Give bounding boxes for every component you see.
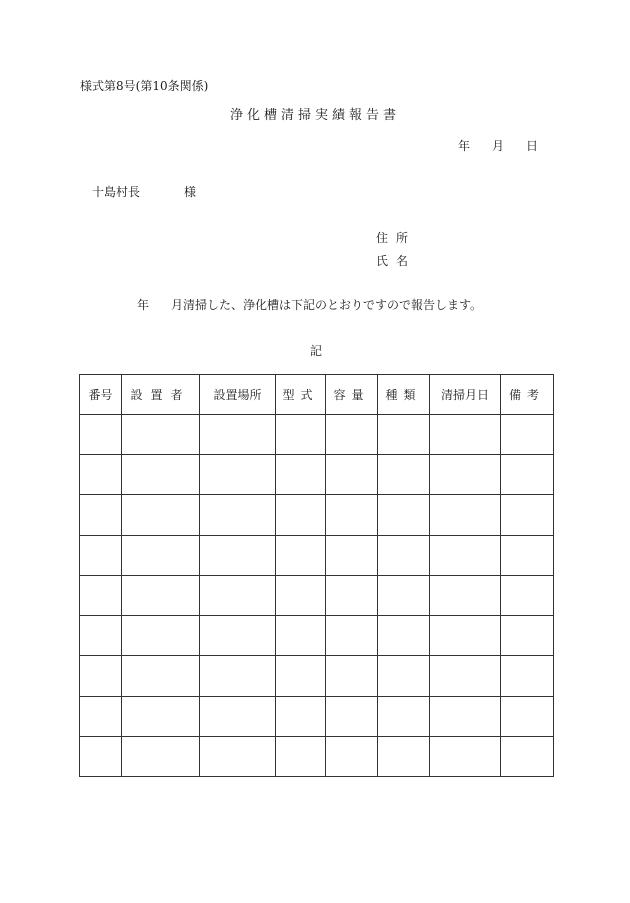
table-row: [80, 656, 554, 696]
table-cell[interactable]: [80, 535, 122, 575]
table-cell[interactable]: [276, 495, 326, 535]
table-cell[interactable]: [326, 616, 378, 656]
column-header-remarks: 備考: [501, 375, 554, 415]
report-statement: [137, 298, 482, 312]
table-cell[interactable]: [501, 455, 554, 495]
table-cell[interactable]: [80, 455, 122, 495]
table-cell[interactable]: [80, 575, 122, 615]
table-cell[interactable]: [276, 616, 326, 656]
table-cell[interactable]: [122, 535, 200, 575]
column-header-model: 型式: [276, 375, 326, 415]
table-cell[interactable]: [326, 455, 378, 495]
table-cell[interactable]: [430, 656, 501, 696]
table-cell[interactable]: [430, 495, 501, 535]
table-header-row: [80, 375, 554, 415]
table-cell[interactable]: [276, 535, 326, 575]
statement-text: 月清掃した、浄化槽は下記のとおりですので報告します。: [171, 298, 483, 312]
table-cell[interactable]: [326, 696, 378, 736]
table-row: [80, 575, 554, 615]
table-cell[interactable]: [326, 656, 378, 696]
table-cell[interactable]: [200, 575, 276, 615]
table-cell[interactable]: [80, 696, 122, 736]
table-cell[interactable]: [326, 495, 378, 535]
table-cell[interactable]: [326, 535, 378, 575]
recipient-line: [92, 185, 196, 199]
table-cell[interactable]: [378, 575, 430, 615]
table-cell[interactable]: [80, 415, 122, 455]
table-cell[interactable]: [501, 696, 554, 736]
table-row: [80, 415, 554, 455]
table-cell[interactable]: [276, 575, 326, 615]
table-cell[interactable]: [200, 696, 276, 736]
column-header-capacity: 容量: [326, 375, 378, 415]
ki-label: 記: [310, 344, 323, 358]
table-row: [80, 736, 554, 776]
table-cell[interactable]: [430, 575, 501, 615]
table-body: [80, 415, 554, 777]
table-cell[interactable]: [326, 575, 378, 615]
table-cell[interactable]: [200, 415, 276, 455]
table-cell[interactable]: [122, 616, 200, 656]
table-row: [80, 616, 554, 656]
form-number: 様式第8号(第10条関係): [80, 79, 209, 93]
table-cell[interactable]: [430, 455, 501, 495]
table-cell[interactable]: [378, 495, 430, 535]
table-cell[interactable]: [122, 696, 200, 736]
table-cell[interactable]: [122, 656, 200, 696]
document-title: 浄化槽清掃実績報告書: [229, 108, 400, 123]
table-cell[interactable]: [378, 656, 430, 696]
table-cell[interactable]: [430, 696, 501, 736]
date-line: [458, 139, 538, 153]
table-cell[interactable]: [326, 736, 378, 776]
table-cell[interactable]: [80, 656, 122, 696]
table-cell[interactable]: [501, 736, 554, 776]
address-label: 住所: [376, 231, 417, 245]
table-cell[interactable]: [430, 535, 501, 575]
table-cell[interactable]: [80, 736, 122, 776]
table-cell[interactable]: [276, 455, 326, 495]
statement-year: 年: [137, 298, 150, 312]
table-cell[interactable]: [378, 696, 430, 736]
table-cell[interactable]: [378, 415, 430, 455]
table-cell[interactable]: [501, 616, 554, 656]
table-cell[interactable]: [378, 535, 430, 575]
table-cell[interactable]: [378, 736, 430, 776]
table-cell[interactable]: [430, 736, 501, 776]
name-label: 氏名: [376, 254, 417, 268]
table-cell[interactable]: [326, 415, 378, 455]
table-cell[interactable]: [200, 495, 276, 535]
table-cell[interactable]: [501, 495, 554, 535]
column-header-type: 種類: [378, 375, 430, 415]
date-day-label: 日: [526, 139, 539, 153]
table-cell[interactable]: [501, 415, 554, 455]
table-cell[interactable]: [122, 455, 200, 495]
date-year-label: 年: [458, 139, 471, 153]
table-cell[interactable]: [501, 575, 554, 615]
table-cell[interactable]: [200, 616, 276, 656]
table-cell[interactable]: [276, 696, 326, 736]
table-cell[interactable]: [122, 575, 200, 615]
table-cell[interactable]: [200, 455, 276, 495]
table-cell[interactable]: [501, 656, 554, 696]
table-cell[interactable]: [430, 415, 501, 455]
table-row: [80, 535, 554, 575]
table-cell[interactable]: [276, 736, 326, 776]
table-row: [80, 495, 554, 535]
table-cell[interactable]: [122, 495, 200, 535]
table-cell[interactable]: [276, 415, 326, 455]
table-cell[interactable]: [276, 656, 326, 696]
table-cell[interactable]: [80, 616, 122, 656]
table-row: [80, 696, 554, 736]
table-cell[interactable]: [200, 736, 276, 776]
column-header-installer: 設置者: [122, 375, 200, 415]
table-cell[interactable]: [378, 616, 430, 656]
table-cell[interactable]: [378, 455, 430, 495]
table-cell[interactable]: [430, 616, 501, 656]
table-cell[interactable]: [200, 656, 276, 696]
table-cell[interactable]: [122, 736, 200, 776]
table-cell[interactable]: [501, 535, 554, 575]
table-row: [80, 455, 554, 495]
table-cell[interactable]: [80, 495, 122, 535]
column-header-number: 番号: [80, 375, 122, 415]
recipient-honorific: 様: [184, 185, 197, 199]
recipient-name: 十島村長: [92, 185, 141, 199]
table-cell[interactable]: [122, 415, 200, 455]
table-cell[interactable]: [200, 535, 276, 575]
date-month-label: 月: [492, 139, 505, 153]
report-table: [79, 374, 554, 777]
column-header-location: 設置場所: [200, 375, 276, 415]
column-header-cleaning-date: 清掃月日: [430, 375, 501, 415]
